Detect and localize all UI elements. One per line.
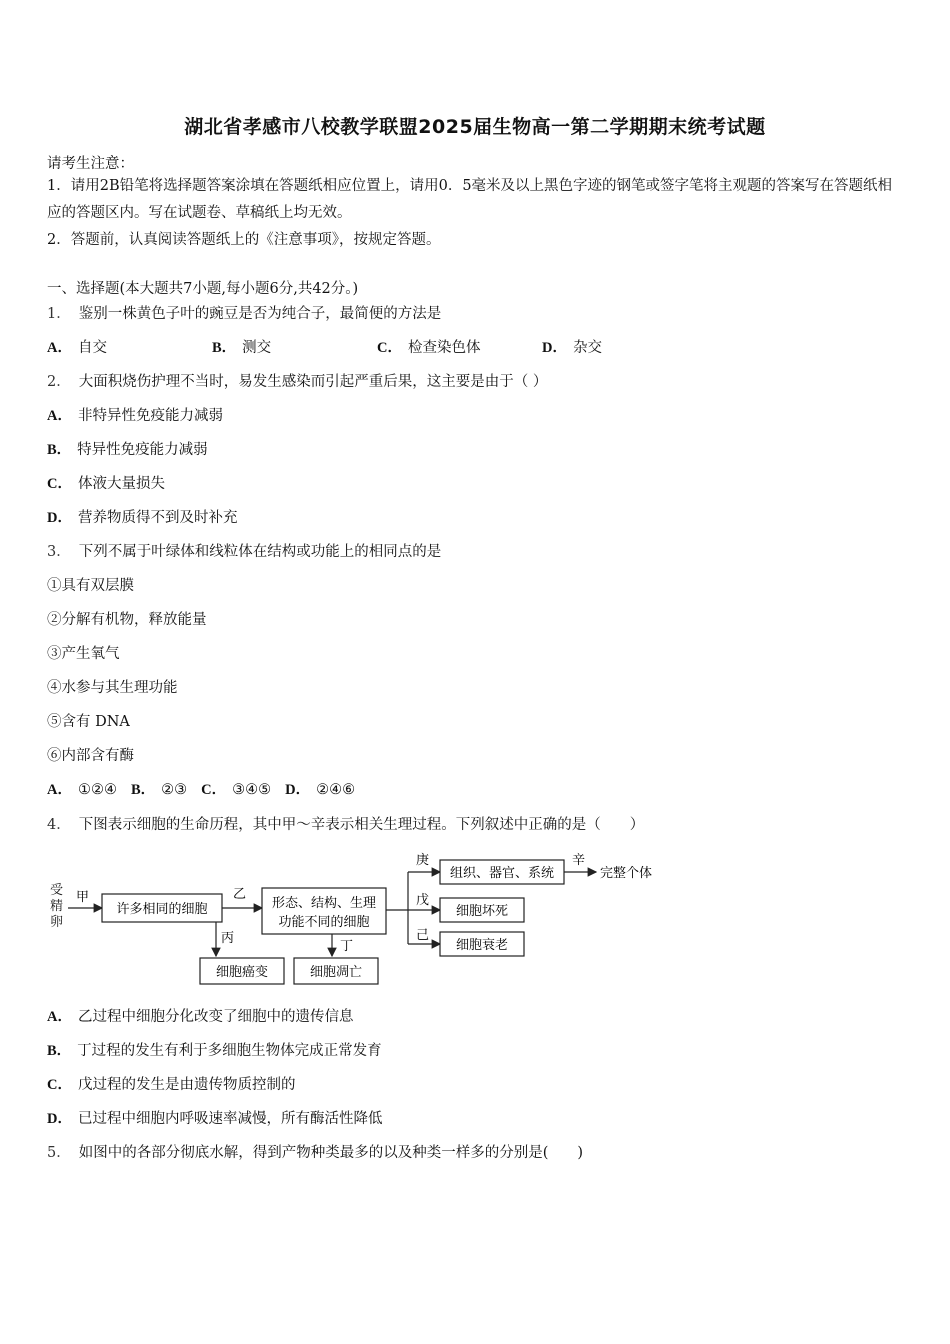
option-c[interactable]: C． ③④⑤ [201,782,272,798]
question-1-stem [47,302,441,323]
statement-item: ⑤含有 DNA [47,714,130,730]
label-geng: 庚 [416,853,430,868]
option-d[interactable]: D． 已过程中细胞内呼吸速率减慢，所有酶活性降低 [47,1111,383,1127]
section-heading: 一、选择题(本大题共7小题,每小题6分,共42分。) [47,281,359,297]
box-necrosis-label: 细胞坏死 [455,904,509,919]
box-tissue-label: 组织、器官、系统 [449,866,555,881]
box-many-cells-label: 许多相同的细胞 [116,902,208,917]
statement-item: ⑥内部含有酶 [47,748,134,764]
notice-item-2: 2．答题前，认真阅读答题纸上的《注意事项》，按规定答题。 [47,232,441,248]
option-d[interactable]: D． 营养物质得不到及时补充 [47,510,238,526]
option-c[interactable]: C． 戊过程的发生是由遗传物质控制的 [47,1077,296,1093]
label-ji: 己 [416,928,430,943]
label-xin: 辛 [572,853,586,868]
option-a[interactable]: A． 乙过程中细胞分化改变了细胞中的遗传信息 [47,1009,354,1025]
label-yi: 乙 [233,887,247,902]
question-3-stem: 3． 下列不属于叶绿体和线粒体在结构或功能上的相同点的是 [47,544,442,560]
question-1-options [47,336,602,357]
option-b[interactable]: B． 特异性免疫能力减弱 [47,442,208,458]
label-end: 完整个体 [600,866,653,881]
option-b[interactable]: B． 丁过程的发生有利于多细胞生物体完成正常发育 [47,1043,382,1059]
box-cancer-label: 细胞癌变 [215,965,269,980]
option-c[interactable]: C． 体液大量损失 [47,476,165,492]
statement-item: ①具有双层膜 [47,578,134,594]
question-4-stem: 4． 下图表示细胞的生命历程，其中甲～辛表示相关生理过程。下列叙述中正确的是（ ） [47,817,645,833]
question-2-stem: 2． 大面积烧伤护理不当时，易发生感染而引起严重后果，这主要是由于（ ） [47,374,548,390]
page-title: 湖北省孝感市八校教学联盟2025届生物高一第二学期期末统考试题 [184,116,766,138]
option-d[interactable]: D． ②④⑥ [285,782,356,798]
option-a[interactable]: A． ①②④ [47,782,117,798]
statement-item: ③产生氧气 [47,646,120,662]
box-apoptosis-label: 细胞凋亡 [309,965,363,980]
label-start-1: 受 [50,883,64,898]
question-3-options [47,778,355,799]
label-jia: 甲 [76,890,90,905]
notice-heading: 请考生注意： [47,156,134,172]
option-c[interactable]: C． 检查染色体 [377,340,481,356]
box-differentiated-line2: 功能不同的细胞 [278,915,370,930]
label-ding: 丁 [340,939,354,954]
statement-item: ②分解有机物，释放能量 [47,612,207,628]
label-start-2: 精 [50,899,64,914]
label-bing: 丙 [221,931,235,946]
box-aging-label: 细胞衰老 [455,938,509,953]
question-number: 1． [47,306,71,322]
box-differentiated-line1: 形态、结构、生理 [271,896,377,911]
notice-item-1: 1．请用2B铅笔将选择题答案涂填在答题纸相应位置上，请用0．5毫米及以上黑色字迹的钢笔或签字笔将主观题的答案写在答题纸相应的答题区内。写在试题卷、草稿纸上均无效。 [47,178,893,221]
statement-item: ④水参与其生理功能 [47,680,178,696]
question-5-stem: 5． 如图中的各部分彻底水解，得到产物种类最多的以及种类一样多的分别是( ) [47,1145,584,1161]
option-b[interactable]: B． 测交 [212,340,272,356]
label-start-3: 卵 [50,915,64,930]
question-text: 鉴别一株黄色子叶的豌豆是否为纯合子，最简便的方法是 [78,306,442,322]
cell-life-history-diagram [40,846,680,991]
option-d[interactable]: D． 杂交 [542,340,602,356]
option-b[interactable]: B． ②③ [130,782,188,798]
label-wu: 戊 [416,893,430,908]
option-a[interactable]: A． 自交 [47,340,107,356]
option-a[interactable]: A． 非特异性免疫能力减弱 [47,408,223,424]
